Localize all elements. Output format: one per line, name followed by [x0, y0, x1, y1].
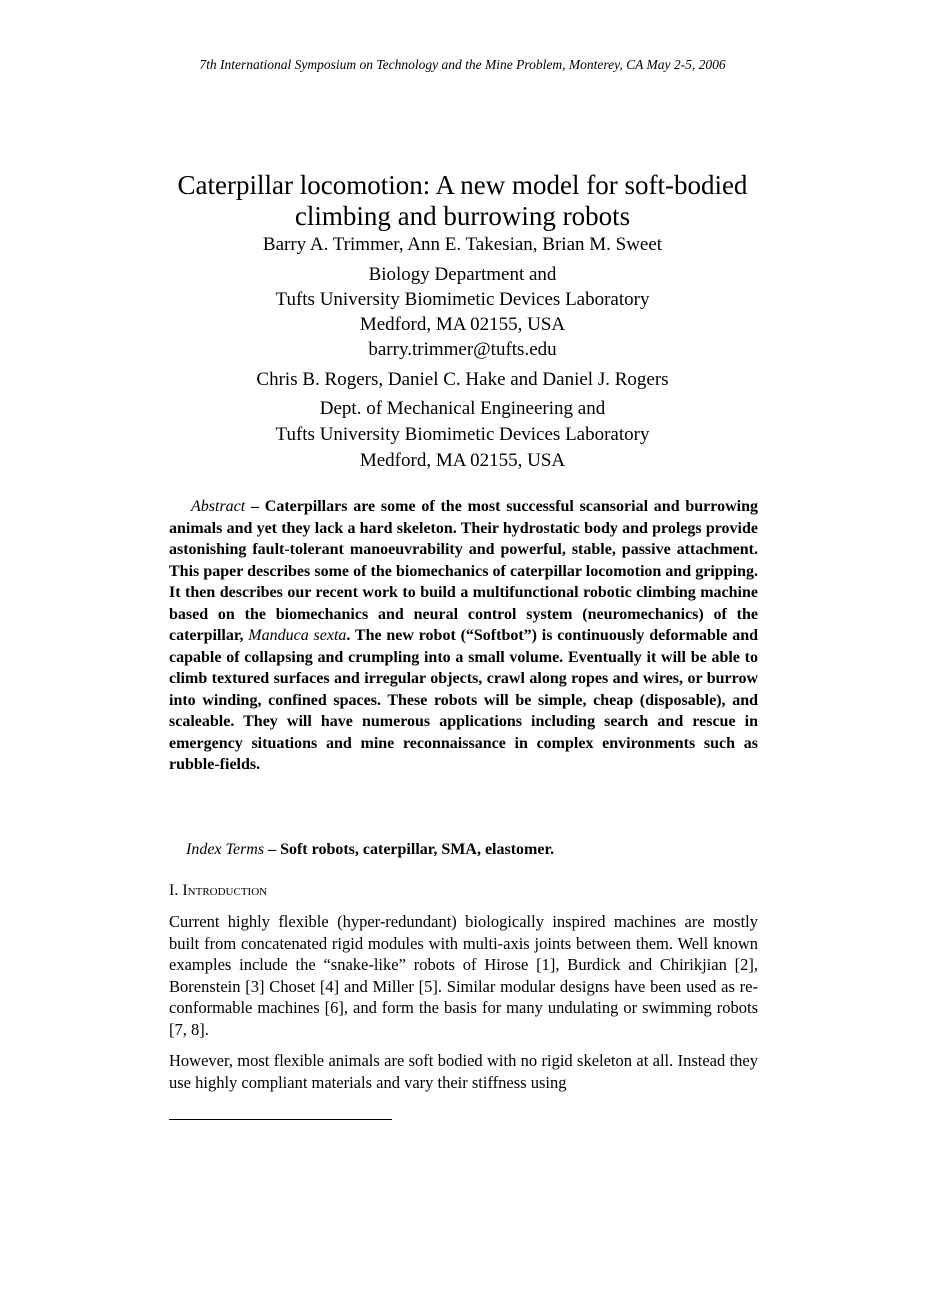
body-paragraph: However, most flexible animals are soft bodied with no rigid skeleton at all. Instead they use highly compliant materials and vary their stiffness using — [169, 1051, 758, 1092]
author-email: barry.trimmer@tufts.edu — [368, 339, 557, 360]
abstract-text: – Caterpillars are some of the most successful scansorial and burrowing animals and yet they lack a hard skeleton. Their hydrostatic body and prolegs provide astonishing fault-tolerant manoeuvrability and powerful, stable, passive attachment. This paper describes some of the biomechanics of caterpillar locomotion and gripping. It then describes our recent work to build a multifunctional robotic climbing machine based on the biomechanics and neural control system (neuromechanics) of the caterpillar, — [169, 498, 758, 644]
section-heading — [169, 882, 267, 900]
abstract — [169, 496, 758, 776]
affiliation-line: Tufts University Biomimetic Devices Laboratory — [275, 289, 650, 310]
index-terms — [186, 841, 758, 859]
affiliation-line: Medford, MA 02155, USA — [359, 314, 566, 335]
section-title: Introduction — [182, 882, 268, 899]
author-list-1: Barry A. Trimmer, Ann E. Takesian, Brian M. Sweet — [262, 234, 663, 255]
paper-title: Caterpillar locomotion: A new model for soft-bodied climbing and burrowing robots — [177, 170, 748, 231]
section-number: I. — [169, 882, 183, 899]
footnote-rule — [169, 1119, 392, 1120]
abstract-text: . The new robot (“Softbot”) is continuously deformable and capable of collapsing and crumpling into a small volume. Eventually it will be able to climb textured surfaces and irregular objects, crawl along ropes and wires, or burrow into winding, confined spaces. These robots will be simple, cheap (disposable), and scaleable. They will have numerous applications including search and rescue in emergency situations and mine reconnaissance in complex environments such as rubble-fields. — [169, 627, 758, 773]
abstract-label: Abstract — [191, 498, 246, 515]
affiliation-line: Medford, MA 02155, USA — [359, 450, 566, 471]
author-list-2: Chris B. Rogers, Daniel C. Hake and Daniel J. Rogers — [256, 369, 669, 390]
index-terms-text: – Soft robots, caterpillar, SMA, elastomer. — [264, 841, 555, 858]
affiliation-line: Dept. of Mechanical Engineering and — [319, 398, 606, 419]
affiliation-line: Tufts University Biomimetic Devices Laboratory — [275, 424, 650, 445]
species-name: Manduca sexta — [248, 627, 347, 644]
body-paragraph: Current highly flexible (hyper-redundant) biologically inspired machines are mostly built from concatenated rigid modules with multi-axis joints between them. Well known examples include the “snake-like” robots of Hirose [1], Burdick and Chirikjian [2], Borenstein [3] Choset [4] and Miller [5]. Similar modular designs have been used as re-conformable machines [6], and form the basis for many undulating or swimming robots [7, 8]. — [169, 912, 758, 1039]
affiliation-line: Biology Department and — [368, 264, 557, 285]
index-terms-label: Index Terms — [186, 841, 265, 858]
running-header: 7th International Symposium on Technology and the Mine Problem, Monterey, CA May 2-5, 2006 — [199, 57, 726, 72]
